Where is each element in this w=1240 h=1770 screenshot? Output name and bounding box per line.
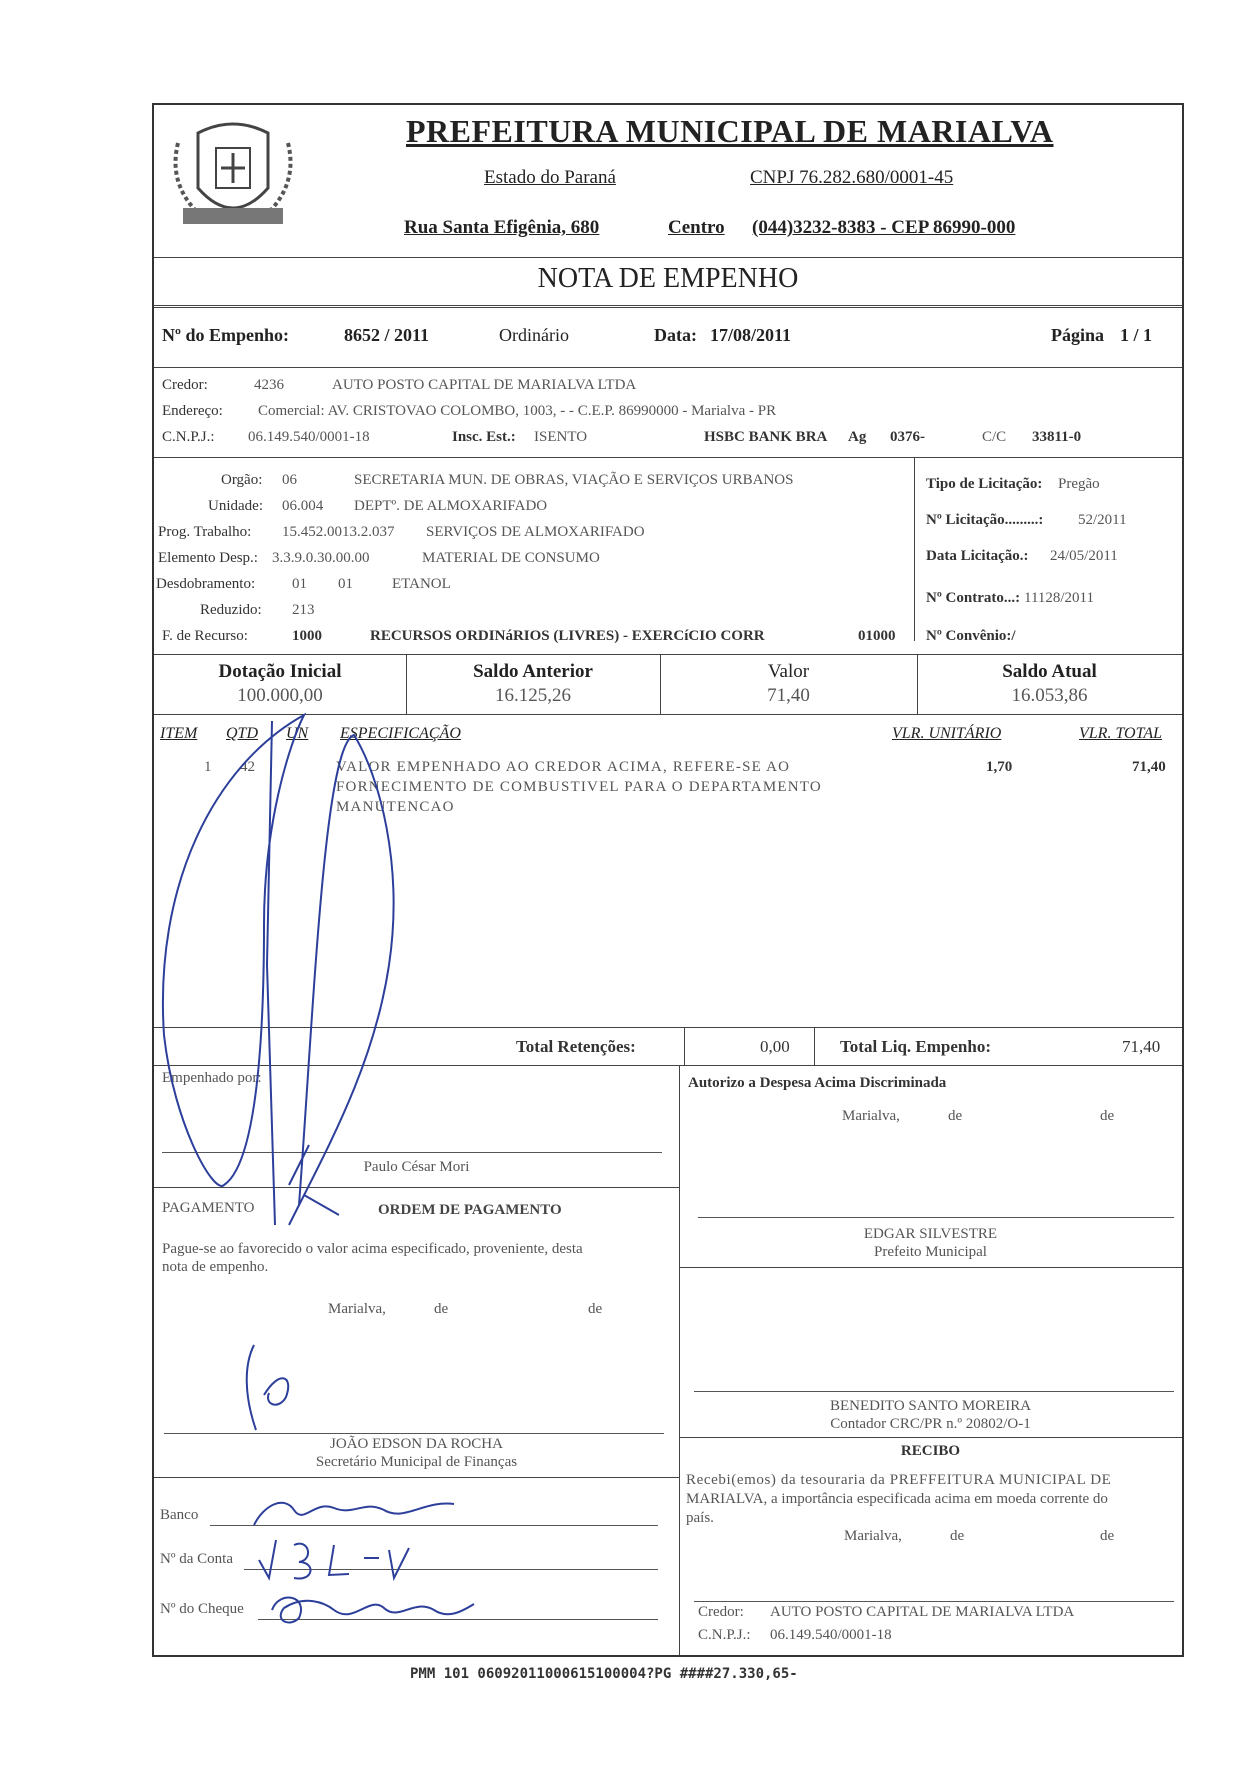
num-licitacao-label: Nº Licitação.........: [926, 512, 1044, 528]
col-vlr-total: VLR. TOTAL [1079, 725, 1162, 742]
pagamento-de-1: de [434, 1301, 449, 1317]
cnpj-value: 06.149.540/0001-18 [248, 429, 370, 445]
unidade-code: 06.004 [282, 498, 324, 514]
recibo-de-1: de [950, 1528, 965, 1544]
recibo-text-1: Recebi(emos) da tesouraria da PREFFEITURA MUNICIPAL DE [686, 1472, 1112, 1488]
recurso-label: F. de Recurso: [162, 628, 248, 644]
recibo-text-3: país. [686, 1510, 714, 1526]
cheque-label: Nº do Cheque [160, 1601, 244, 1617]
pagamento-text-1: Pague-se ao favorecido o valor acima especificado, proveniente, desta [162, 1241, 583, 1257]
header-state: Estado do Paraná [484, 167, 616, 188]
empenhado-label: Empenhado por: [162, 1070, 262, 1086]
recurso-code: 1000 [292, 628, 322, 644]
agency-label: Ag [848, 429, 867, 445]
contador-title: Contador CRC/PR n.º 20802/O-1 [830, 1416, 1031, 1432]
row-qtd: 42 [240, 759, 255, 775]
credor-label: Credor: [162, 377, 208, 393]
saldo-anterior-label: Saldo Anterior [473, 661, 593, 682]
col-qtd: QTD [226, 725, 259, 742]
handwritten-conta [254, 1530, 424, 1585]
empenho-type: Ordinário [499, 325, 569, 345]
empenho-number: 8652 / 2011 [344, 325, 430, 345]
data-licitacao-value: 24/05/2011 [1050, 548, 1118, 564]
recibo-city: Marialva, [844, 1528, 902, 1544]
elem-label: Elemento Desp.: [158, 550, 258, 566]
secretario-title: Secretário Municipal de Finanças [315, 1454, 518, 1470]
handwritten-cheque [264, 1580, 484, 1635]
col-vlr-unitario: VLR. UNITÁRIO [892, 725, 1002, 742]
data-licitacao-label: Data Licitação.: [926, 548, 1029, 564]
total-retencoes-label: Total Retenções: [516, 1037, 636, 1056]
autorizo-city: Marialva, [842, 1108, 900, 1124]
reduzido-label: Reduzido: [200, 602, 262, 618]
pagamento-text-2: nota de empenho. [162, 1259, 269, 1275]
tipo-licitacao-value: Pregão [1058, 476, 1100, 492]
pagamento-label: PAGAMENTO [162, 1200, 255, 1216]
orgao-value: SECRETARIA MUN. DE OBRAS, VIAÇÃO E SERVIÇOS URBANOS [354, 472, 794, 488]
saldo-atual-value: 16.053,86 [1011, 685, 1088, 706]
credor-name: AUTO POSTO CAPITAL DE MARIALVA LTDA [332, 377, 637, 393]
pagamento-city: Marialva, [328, 1301, 386, 1317]
prog-value: SERVIÇOS DE ALMOXARIFADO [426, 524, 645, 540]
desd-label: Desdobramento: [156, 576, 256, 592]
unidade-label: Unidade: [208, 498, 263, 514]
dotacao-value: 100.000,00 [237, 685, 323, 706]
document-title: NOTA DE EMPENHO [537, 263, 799, 294]
page-label: Página [1051, 325, 1105, 345]
elem-value: MATERIAL DE CONSUMO [422, 550, 600, 566]
tipo-licitacao-label: Tipo de Licitação: [926, 476, 1043, 492]
row-item: 1 [204, 759, 212, 775]
signature-stroke [224, 1335, 344, 1445]
header-phone-cep: (044)3232-8383 - CEP 86990-000 [752, 217, 1016, 238]
num-licitacao-value: 52/2011 [1078, 512, 1127, 528]
total-liq-value: 71,40 [1122, 1037, 1161, 1056]
total-retencoes-value: 0,00 [760, 1037, 790, 1056]
contador-name: BENEDITO SANTO MOREIRA [829, 1398, 1032, 1414]
account-value: 33811-0 [1032, 429, 1082, 445]
autorizo-label: Autorizo a Despesa Acima Discriminada [688, 1075, 947, 1091]
col-item: ITEM [160, 725, 198, 742]
agency-value: 0376- [890, 429, 925, 445]
banco-label: Banco [160, 1507, 199, 1523]
unidade-value: DEPTº. DE ALMOXARIFADO [354, 498, 548, 514]
desd-b: 01 [338, 576, 353, 592]
valor-value: 71,40 [767, 685, 810, 706]
prog-code: 15.452.0013.2.037 [282, 524, 395, 540]
account-label: C/C [982, 429, 1007, 445]
insc-label: Insc. Est.: [452, 429, 516, 445]
row-spec-line-3: MANUTENCAO [336, 799, 455, 815]
contrato-label: Nº Contrato...: [926, 590, 1021, 606]
header-cnpj: CNPJ 76.282.680/0001-45 [750, 167, 954, 188]
insc-value: ISENTO [534, 429, 588, 445]
header-title: PREFEITURA MUNICIPAL DE MARIALVA [406, 113, 1054, 149]
row-spec-line-1: VALOR EMPENHADO AO CREDOR ACIMA, REFERE-SE AO [336, 759, 791, 775]
autorizo-de-2: de [1100, 1108, 1115, 1124]
contrato-value: 11128/2011 [1024, 590, 1094, 606]
dotacao-label: Dotação Inicial [218, 661, 342, 682]
recibo-credor-label: Credor: [698, 1604, 744, 1620]
conta-label: Nº da Conta [160, 1551, 233, 1567]
orgao-label: Orgão: [221, 472, 263, 488]
recibo-cnpj-value: 06.149.540/0001-18 [770, 1627, 892, 1643]
address-label: Endereço: [162, 403, 223, 419]
footer-code: PMM 101 06092011000615100004?PG ####27.330,65- [410, 1666, 798, 1682]
saldo-atual-label: Saldo Atual [1002, 661, 1097, 682]
cnpj-label: C.N.P.J.: [162, 429, 215, 445]
recibo-de-2: de [1100, 1528, 1115, 1544]
prog-label: Prog. Trabalho: [158, 524, 252, 540]
header-district: Centro [668, 217, 725, 238]
handwritten-scribble [154, 705, 679, 1265]
recibo-credor-value: AUTO POSTO CAPITAL DE MARIALVA LTDA [770, 1604, 1075, 1620]
header-address: Rua Santa Efigênia, 680 [404, 217, 600, 238]
valor-label: Valor [767, 661, 810, 682]
prefeito-name: EDGAR SILVESTRE [863, 1226, 998, 1242]
desd-a: 01 [292, 576, 307, 592]
page-number: 1 / 1 [1120, 325, 1153, 345]
reduzido-value: 213 [292, 602, 315, 618]
empenho-number-label: Nº do Empenho: [162, 325, 289, 345]
total-liq-label: Total Liq. Empenho: [840, 1037, 991, 1056]
address-value: Comercial: AV. CRISTOVAO COLOMBO, 1003, - - C.E.P. 86990000 - Marialva - PR [258, 403, 777, 419]
recibo-text-2: MARIALVA, a importância especificada acima em moeda corrente do [686, 1491, 1108, 1507]
row-vlr-total: 71,40 [1132, 759, 1166, 775]
col-especificacao: ESPECIFICAÇÃO [340, 725, 461, 742]
col-un: UN [286, 725, 309, 742]
convenio-label: Nº Convênio:/ [926, 628, 1016, 644]
row-vlr-unitario: 1,70 [986, 759, 1013, 775]
empenho-date-label: Data: [654, 325, 697, 345]
prefeito-title: Prefeito Municipal [874, 1244, 987, 1260]
elem-code: 3.3.9.0.30.00.00 [272, 550, 370, 566]
coat-of-arms-logo [158, 113, 308, 241]
secretario-name: JOÃO EDSON DA ROCHA [330, 1436, 503, 1452]
credor-code: 4236 [254, 377, 284, 393]
empenho-date: 17/08/2011 [710, 325, 792, 345]
desd-value: ETANOL [392, 576, 451, 592]
recurso-number: 01000 [858, 628, 896, 644]
ordem-pagamento-label: ORDEM DE PAGAMENTO [378, 1202, 562, 1218]
empenhado-name: Paulo César Mori [363, 1159, 470, 1175]
row-spec-line-2: FORNECIMENTO DE COMBUSTIVEL PARA O DEPARTAMENTO [336, 779, 822, 795]
orgao-code: 06 [282, 472, 297, 488]
autorizo-de-1: de [948, 1108, 963, 1124]
nota-de-empenho [152, 103, 1184, 1657]
recurso-value: RECURSOS ORDINáRIOS (LIVRES) - EXERCíCIO CORR [370, 628, 765, 644]
bank-name: HSBC BANK BRA [704, 429, 828, 445]
recibo-label: RECIBO [900, 1443, 961, 1459]
pagamento-de-2: de [588, 1301, 603, 1317]
saldo-anterior-value: 16.125,26 [495, 685, 571, 706]
recibo-cnpj-label: C.N.P.J.: [698, 1627, 751, 1643]
